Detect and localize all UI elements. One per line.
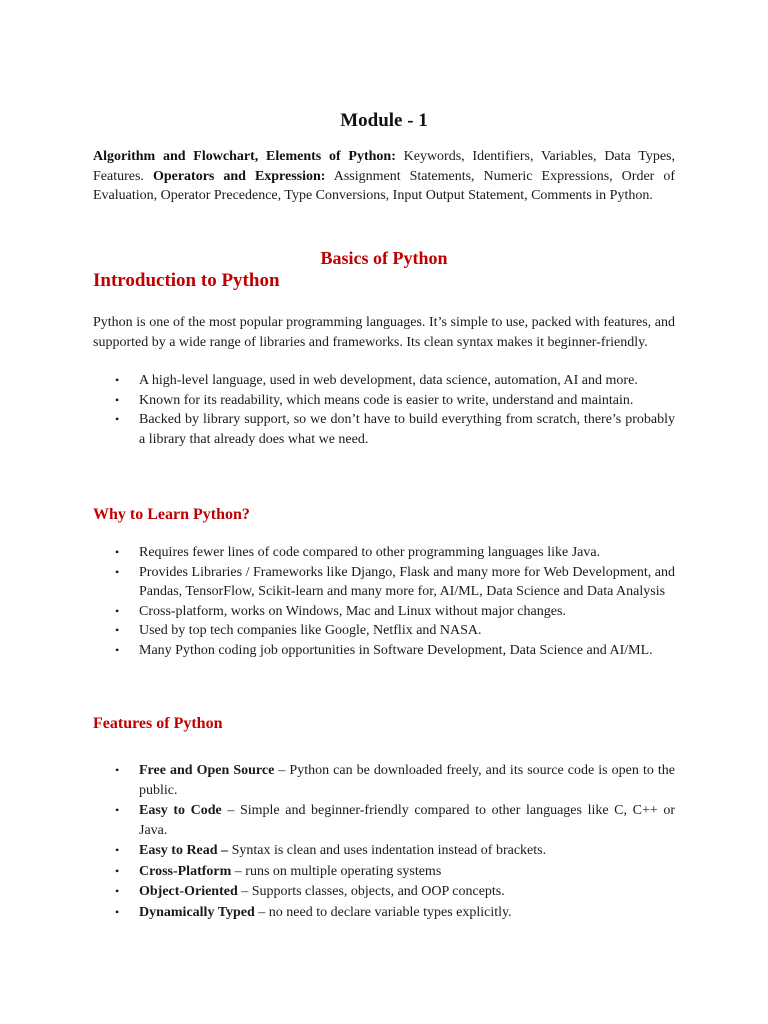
list-item-text: Provides Libraries / Frameworks like Django, Flask and many more for Web Development, and Pandas, TensorFlow, Scikit-learn and many more for, AI/ML, Data Science and Data Analysis [139,564,675,599]
list-item [93,621,675,641]
bullet-icon: • [115,904,120,919]
bullet-icon: • [115,884,120,898]
list-item-text: Requires fewer lines of code compared to other programming languages like Java. [139,545,601,560]
list-item [93,602,675,622]
bullet-icon: • [115,763,120,777]
why-learn-title: Why to Learn Python? [93,506,250,523]
feature-desc: Syntax is clean and uses indentation instead of brackets. [228,843,547,858]
bullet-icon: • [115,603,120,618]
list-item-text: A high-level language, used in web development, data science, automation, AI and more. [139,373,638,388]
feature-desc: – runs on multiple operating systems [231,863,442,879]
list-item-text: Used by top tech companies like Google, Netflix and NASA. [139,623,482,638]
syllabus-text-operators: Assignment Statements, Numeric Expressions, Order of Evaluation, Operator Precedence, Type Conversions, Input Output Statement, Comments in Python. [93,168,675,203]
list-item [93,371,675,391]
intro-title: Introduction to Python [93,270,280,291]
list-item-text: Cross-platform, works on Windows, Mac and Linux without major changes. [139,603,566,619]
features-bullet-list [93,761,675,923]
syllabus-text-elements: Keywords, Identifiers, Variables, Data Types, Features. [93,149,675,184]
syllabus-heading-elements: Algorithm and Flowchart, Elements of Python: [93,149,396,164]
feature-term: Free and Open Source [139,763,275,778]
module-title: Module - 1 [340,110,428,131]
list-item [93,882,675,902]
list-item-text: Many Python coding job opportunities in Software Development, Data Science and AI/ML. [139,642,653,658]
bullet-icon: • [115,392,120,407]
feature-term: Dynamically Typed [139,904,255,920]
bullet-icon: • [115,412,120,426]
feature-term: Cross-Platform [139,863,232,879]
intro-paragraph: Python is one of the most popular programming languages. It’s simple to use, packed with features, and supported by a wide range of libraries and frameworks. Its clean syntax makes it beginner-friendly. [93,315,675,350]
list-item [93,410,675,449]
bullet-icon: • [115,564,120,579]
list-item [93,862,675,882]
list-item [93,543,675,563]
list-item-text: Known for its readability, which means code is easier to write, understand and maintain. [139,392,634,408]
feature-desc: – no need to declare variable types explicitly. [254,904,512,920]
bullet-icon: • [115,623,120,637]
feature-desc: – Supports classes, objects, and OOP concepts. [237,884,505,899]
bullet-icon: • [115,545,120,559]
why-bullet-list [93,543,675,660]
bullet-icon: • [115,843,120,857]
list-item [93,841,675,861]
bullet-icon: • [115,803,120,817]
syllabus-heading-operators: Operators and Expression: [152,168,326,184]
bullet-icon: • [115,863,120,878]
basics-title: Basics of Python [320,248,448,268]
bullet-icon: • [115,373,120,387]
syllabus-paragraph [93,147,675,206]
features-title: Features of Python [93,715,223,732]
feature-term: Easy to Code [139,803,222,818]
feature-desc: – Simple and beginner-friendly compared to other languages like C, C++ or Java. [139,803,675,838]
list-item [93,903,675,923]
list-item [93,761,675,800]
feature-desc: – Python can be downloaded freely, and its source code is open to the public. [139,763,675,798]
list-item [93,563,675,602]
feature-term: Object-Oriented [139,884,238,899]
list-item [93,641,675,661]
list-item-text: Backed by library support, so we don’t have to build everything from scratch, there’s probably a library that already does what we need. [139,412,675,447]
list-item [93,391,675,411]
intro-bullet-list [93,371,675,449]
feature-term: Easy to Read – [139,843,229,858]
bullet-icon: • [115,642,120,657]
list-item [93,801,675,840]
